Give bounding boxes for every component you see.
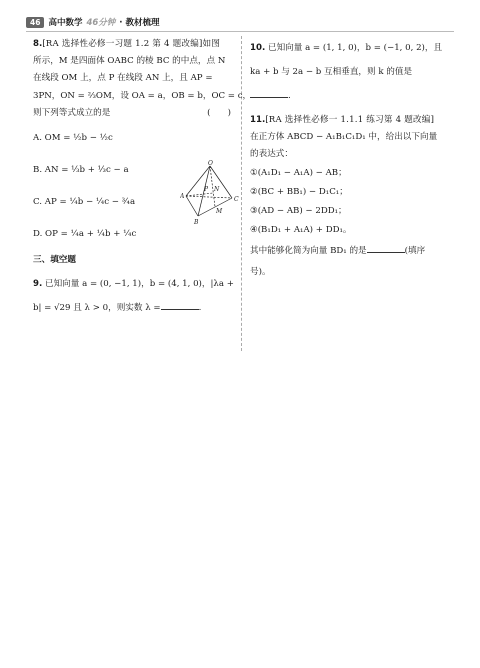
left-column [33,36,252,320]
tetrahedron-figure [180,160,242,226]
header-rule [26,31,454,32]
expr-2: ②(BC + BB₁) − D₁C₁； [250,186,348,197]
label-o: O [208,160,213,167]
label-p: P [204,186,209,193]
label-a: A [180,193,185,200]
q11-line-1: [RA 选择性必修一 1.1.1 练习第 4 题改编] [265,115,435,125]
edge-ab [186,196,198,216]
q11-tail-2: (填序 [404,245,426,256]
page-number: 46 [26,17,44,28]
q10-number: 10. [250,43,266,53]
question-10: 10. 已知向量 a = (1, 1, 0)，b = (−1, 0, 2)，且 ka + b 与 2a − b 互相垂直，则 k 的值是 . [250,36,448,108]
q11-tail-3: 号)。 [250,266,271,277]
option-b: B. AN = ⅓b + ⅓c − a [33,165,129,176]
label-b: B [194,219,199,226]
q9-answer-blank[interactable] [161,299,199,310]
question-11 [250,112,448,282]
segment-an [186,193,213,196]
q9-line-2: b| = √29 且 λ > 0，则实数 λ = [33,303,161,314]
q8-line-1: [RA 选择性必修一习题 1.2 第 4 题改编]如图 [42,39,221,49]
q10-answer-blank[interactable] [250,87,288,98]
q11-tail-1: 其中能够化简为向量 BD₁ 的是 [250,245,367,256]
answer-paren: ( ) [207,107,231,118]
q10-line-1: 已知向量 a = (1, 1, 0)，b = (−1, 0, 2)，且 [267,43,443,53]
q10-line-2: ka + b 与 2a − b 互相垂直，则 k 的值是 [250,67,413,77]
q8-line-2: 所示，M 是四面体 OABC 的棱 BC 的中点，点 N [33,56,226,67]
brand-logo: 46分钟 [86,18,116,28]
option-d: D. OP = ¼a + ¼b + ¼c [33,229,137,240]
edge-oc [210,166,232,198]
option-a: A. OM = ½b − ½c [33,133,113,144]
right-column [250,36,448,282]
expr-4: ④(B₁D₁ + A₁A) + DD₁。 [250,224,352,235]
q11-answer-blank[interactable] [367,242,405,253]
label-m: M [216,208,223,215]
page-header [26,16,160,28]
q8-line-4: 3PN，ON = ⅔OM，设 OA = a，OB = b，OC = c， [33,90,252,101]
q9-line-1: 已知向量 a = (0, −1, 1)，b = (4, 1, 0)，|λa + [44,279,234,290]
option-c: C. AP = ¼b − ¼c − ¾a [33,197,136,208]
q11-line-3: 的表达式： [250,149,293,160]
q11-number: 11. [250,115,266,125]
edge-ac [186,196,232,198]
q11-line-2: 在正方体 ABCD − A₁B₁C₁D₁ 中，给出以下向量 [250,132,438,143]
expr-1: ①(A₁D₁ − A₁A) − AB； [250,167,347,178]
label-c: C [234,196,239,203]
label-n: N [214,186,220,193]
question-9: 9. 已知向量 a = (0, −1, 1)，b = (4, 1, 0)，|λa + b| = √29 且 λ > 0，则实数 λ = . [33,279,234,314]
q9-number: 9. [33,279,43,290]
expr-3: ③(AD − AB) − 2DD₁； [250,205,347,216]
q8-line-3: 在线段 OM 上，点 P 在线段 AN 上，且 AP = [33,73,213,84]
book-title: 高中数学 [48,18,83,28]
q8-number: 8. [33,39,43,49]
question-8 [33,36,252,250]
edge-bc [198,198,232,216]
section-label: · 教材梳理 [119,18,160,28]
q8-line-5: 则下列等式成立的是 [33,107,111,118]
section-heading: 三、填空题 [33,255,76,266]
